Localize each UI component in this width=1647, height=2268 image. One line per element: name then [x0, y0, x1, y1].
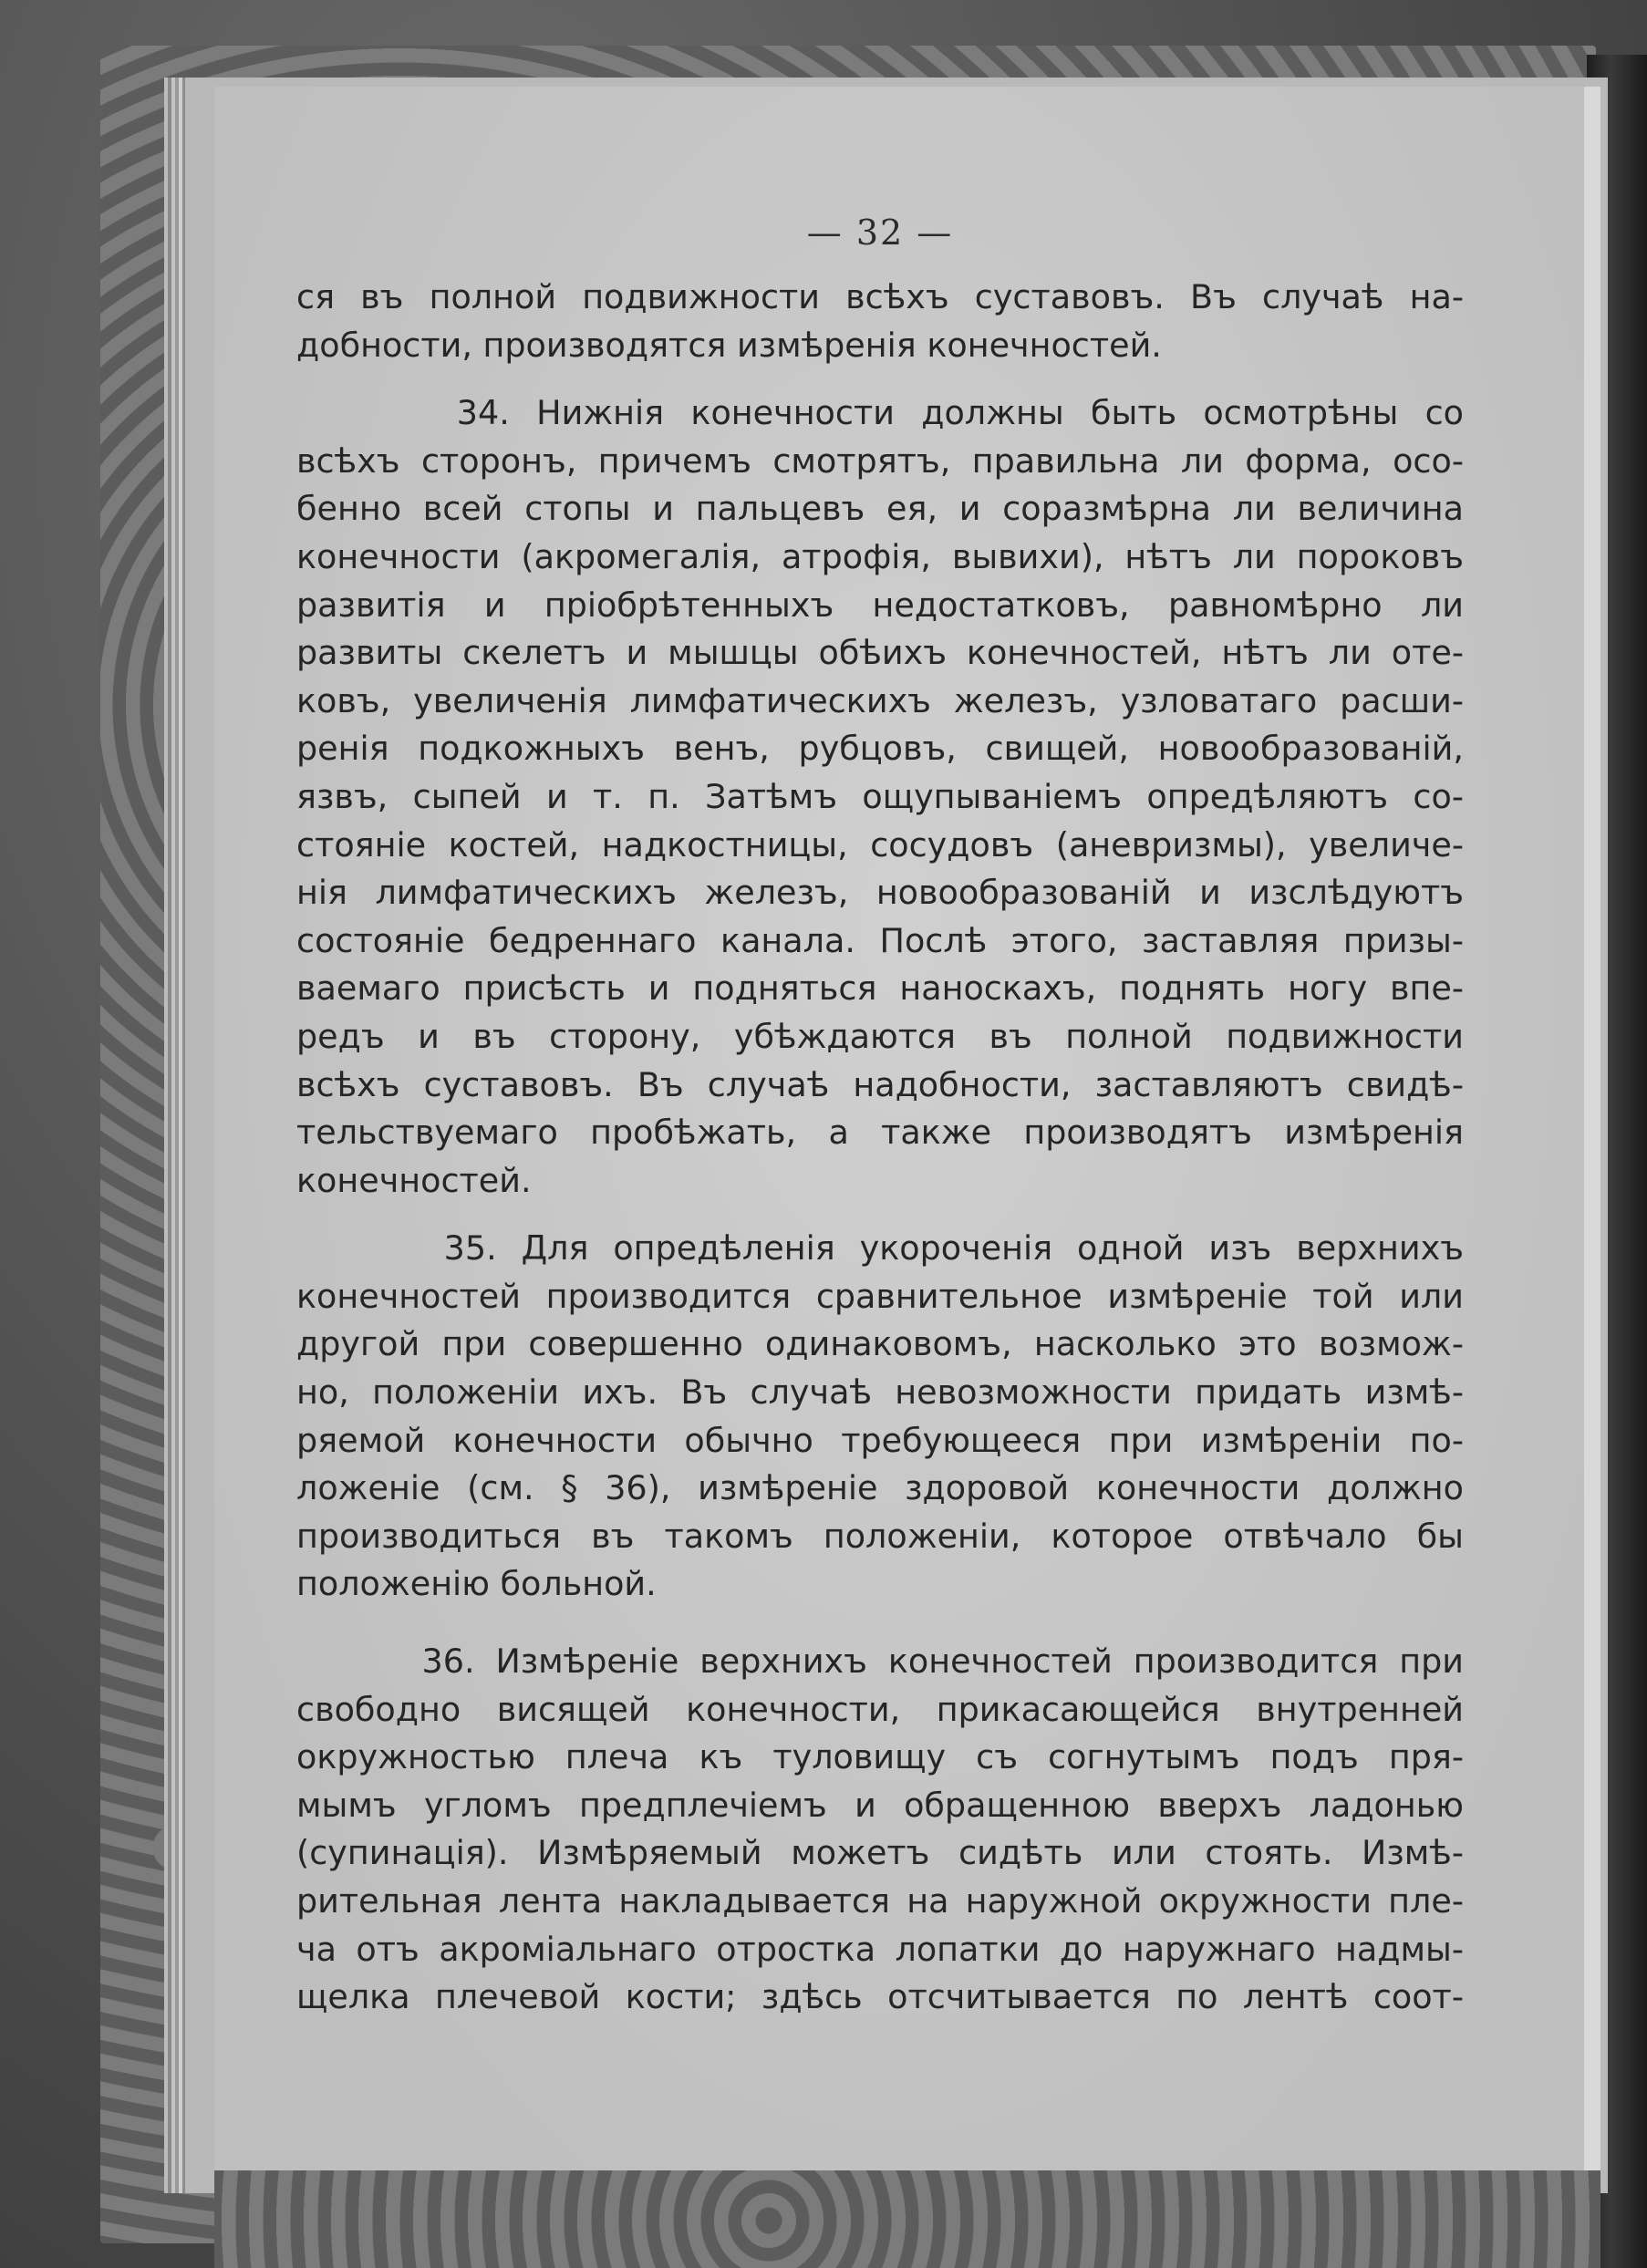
text-line: редъ и въ сторону, убѣждаются въ полной подвижности: [296, 1016, 1464, 1056]
text-line: конечностей производится сравнительное измѣреніе той или: [296, 1276, 1464, 1316]
paragraph-34: [296, 389, 1464, 1205]
text-line: всѣхъ суставовъ. Въ случаѣ надобности, заставляютъ свидѣ-: [296, 1064, 1464, 1104]
text-line: нія лимфатическихъ железъ, новообразованій и изслѣдуютъ: [296, 873, 1464, 913]
text-line: ряемой конечности обычно требующееся при измѣреніи по-: [296, 1420, 1464, 1460]
text-line: ваемаго присѣсть и подняться наноскахъ, поднять ногу впе-: [296, 968, 1464, 1009]
text-line: 35. Для опредѣленія укороченія одной изъ верхнихъ: [296, 1228, 1464, 1269]
text-line: тельствуемаго пробѣжать, а также производятъ измѣренія: [296, 1113, 1464, 1153]
text-line: конечности (акромегалія, атрофія, вывихи), нѣтъ ли пороковъ: [296, 536, 1464, 576]
text-line: ковъ, увеличенія лимфатическихъ железъ, узловатаго расши-: [296, 680, 1464, 720]
text-line: ложеніе (см. § 36), измѣреніе здоровой конечности должно: [296, 1468, 1464, 1508]
text-line: добности, производятся измѣренія конечностей.: [296, 325, 1162, 365]
book-page: [214, 87, 1600, 2184]
paragraph: [296, 274, 1464, 369]
text-line: состояніе бедреннаго канала. Послѣ этого, заставляя призы-: [296, 920, 1464, 960]
page-text: [296, 274, 1464, 2022]
paragraph-36: [296, 1638, 1464, 2022]
text-line: положенію больной.: [296, 1564, 657, 1604]
text-line: но, положеніи ихъ. Въ случаѣ невозможности придать измѣ-: [296, 1372, 1464, 1413]
text-line: стояніе костей, надкостницы, сосудовъ (аневризмы), увеличе-: [296, 824, 1464, 865]
text-line: рительная лента накладывается на наружной окружности пле-: [296, 1881, 1464, 1921]
text-line: окружностью плеча къ туловищу съ согнутымъ подъ пря-: [296, 1737, 1464, 1777]
text-line: язвъ, сыпей и т. п. Затѣмъ ощупываніемъ опредѣляютъ со-: [296, 776, 1464, 816]
text-line: мымъ угломъ предплечіемъ и обращенною вверхъ ладонью: [296, 1785, 1464, 1825]
text-line: конечностей.: [296, 1160, 532, 1200]
text-line: ча отъ акроміальнаго отростка лопатки до наружнаго надмы-: [296, 1929, 1464, 1969]
text-line: развитія и пріобрѣтенныхъ недостатковъ, равномѣрно ли: [296, 585, 1464, 625]
text-line: щелка плечевой кости; здѣсь отсчитывается по лентѣ соот-: [296, 1977, 1464, 2017]
text-line: свободно висящей конечности, прикасающейся внутренней: [296, 1689, 1464, 1729]
text-line: ренія подкожныхъ венъ, рубцовъ, свищей, новообразованій,: [296, 729, 1464, 769]
text-line: 34. Нижнія конечности должны быть осмотрѣны со: [296, 393, 1464, 433]
text-line: всѣхъ сторонъ, причемъ смотрятъ, правильна ли форма, осо-: [296, 440, 1464, 481]
text-line: (супинація). Измѣряемый можетъ сидѣть или стоять. Измѣ-: [296, 1833, 1464, 1873]
text-line: развиты скелетъ и мышцы обѣихъ конечностей, нѣтъ ли оте-: [296, 633, 1464, 673]
page-number: — 32 —: [806, 212, 954, 253]
text-line: 36. Измѣреніе верхнихъ конечностей производится при: [296, 1641, 1464, 1682]
paragraph-35: [296, 1225, 1464, 1609]
text-line: ся въ полной подвижности всѣхъ суставовъ. Въ случаѣ на-: [296, 277, 1464, 316]
text-line: бенно всей стопы и пальцевъ ея, и соразмѣрна ли величина: [296, 489, 1464, 529]
marbled-cover-bottom: [214, 2170, 1600, 2268]
text-line: другой при совершенно одинаковомъ, насколько это возмож-: [296, 1324, 1464, 1364]
text-line: производиться въ такомъ положеніи, которое отвѣчало бы: [296, 1516, 1464, 1556]
